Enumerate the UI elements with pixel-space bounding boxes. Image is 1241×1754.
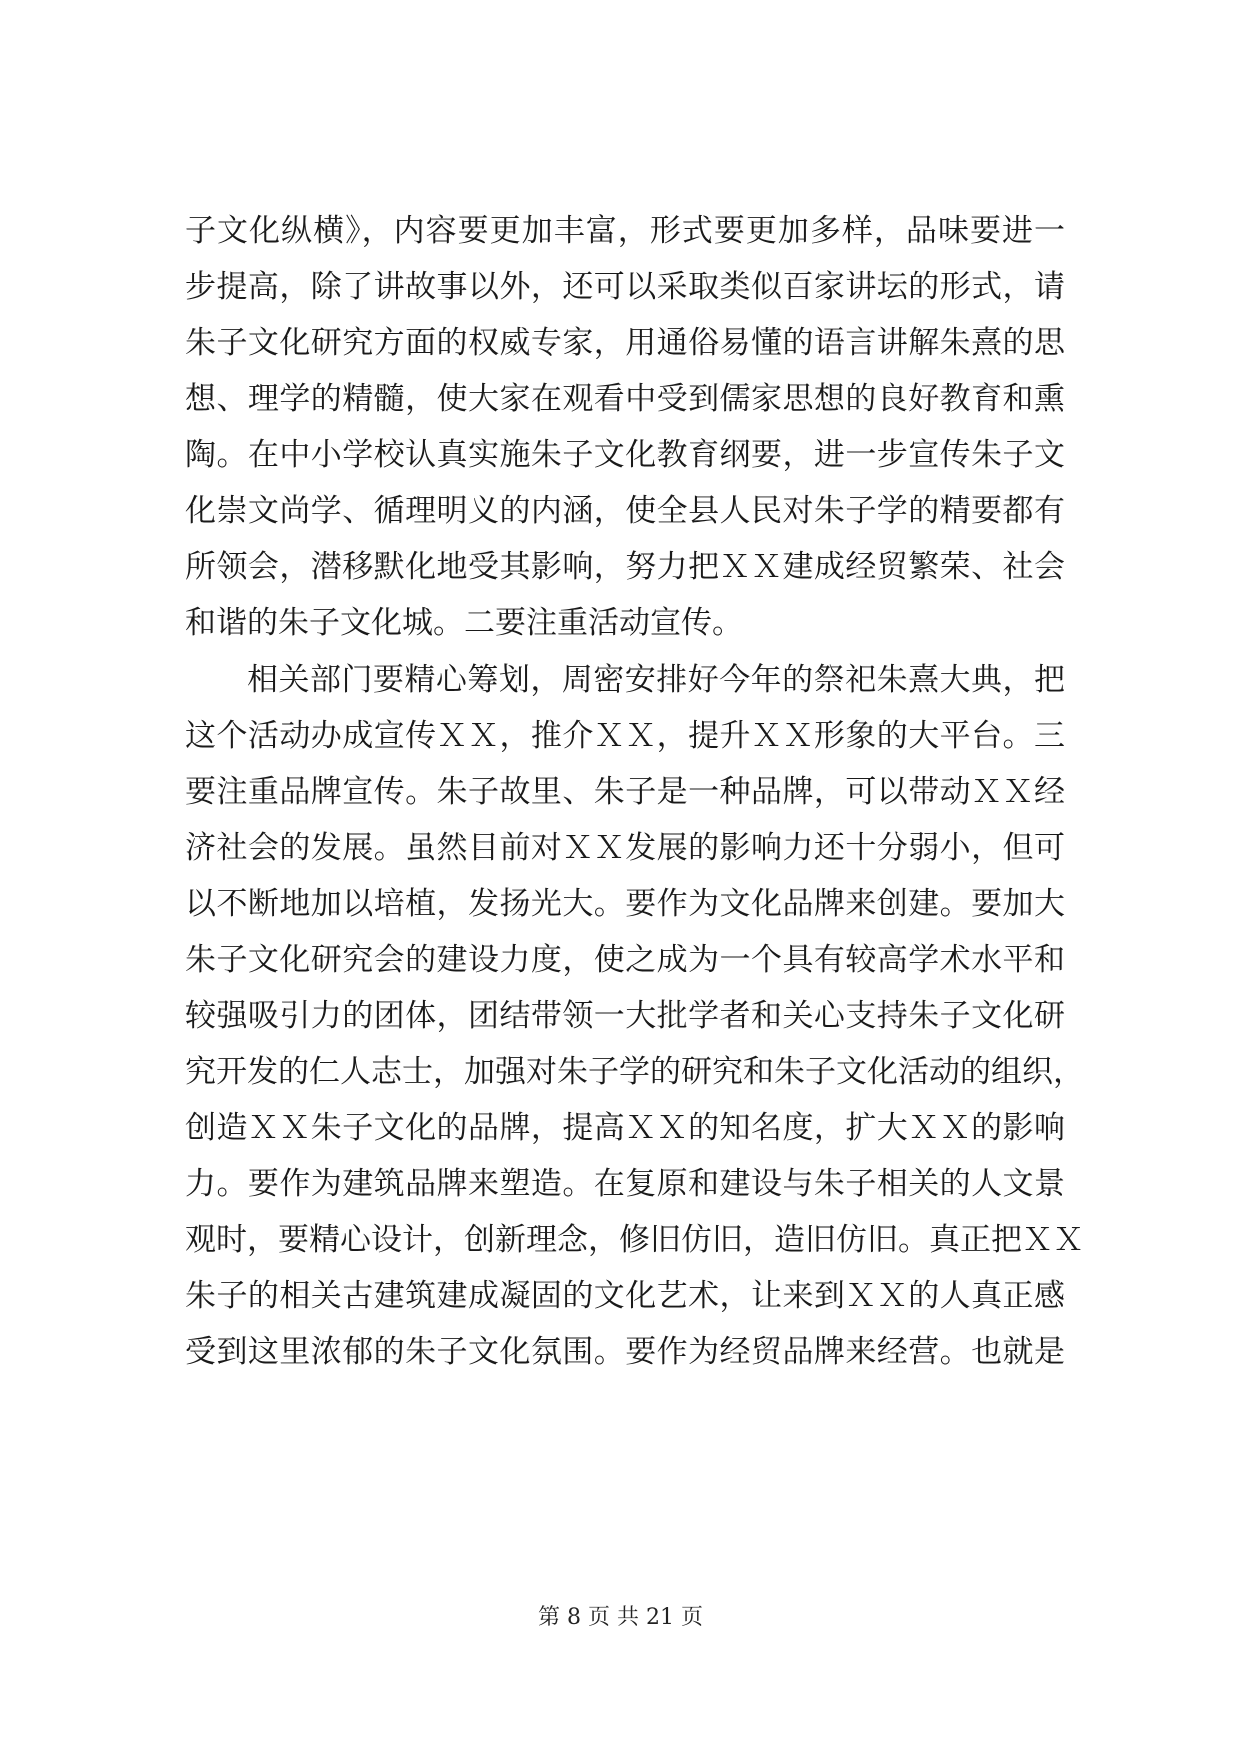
text-line: 所领会，潜移默化地受其影响，努力把ＸＸ建成经贸繁荣、社会 (185, 549, 1065, 585)
text-line: 观时，要精心设计，创新理念，修旧仿旧，造旧仿旧。真正把ＸＸ (185, 1222, 1084, 1258)
text-line: 想、理学的精髓，使大家在观看中受到儒家思想的良好教育和熏 (185, 381, 1065, 417)
paragraph-first-line: 相关部门要精心筹划，周密安排好今年的祭祀朱熹大典，把 (247, 662, 1065, 698)
page-number-footer: 第 8 页 共 21 页 (538, 1605, 703, 1630)
text-line: 朱子文化研究方面的权威专家，用通俗易懂的语言讲解朱熹的思 (185, 325, 1065, 361)
text-line: 和谐的朱子文化城。二要注重活动宣传。 (185, 605, 743, 641)
text-line: 化崇文尚学、循理明义的内涵，使全县人民对朱子学的精要都有 (185, 493, 1065, 529)
text-line: 力。要作为建筑品牌来塑造。在复原和建设与朱子相关的人文景 (185, 1166, 1065, 1202)
text-line: 济社会的发展。虽然目前对ＸＸ发展的影响力还十分弱小，但可 (185, 830, 1065, 866)
text-line: 子文化纵横》，内容要更加丰富，形式要更加多样，品味要进一 (185, 213, 1065, 249)
text-line: 以不断地加以培植，发扬光大。要作为文化品牌来创建。要加大 (185, 886, 1065, 922)
text-line: 究开发的仁人志士，加强对朱子学的研究和朱子文化活动的组织， (185, 1054, 1084, 1090)
text-line: 朱子文化研究会的建设力度，使之成为一个具有较高学术水平和 (185, 942, 1065, 978)
text-line: 步提高，除了讲故事以外，还可以采取类似百家讲坛的形式，请 (185, 269, 1065, 305)
text-line: 这个活动办成宣传ＸＸ，推介ＸＸ，提升ＸＸ形象的大平台。三 (185, 718, 1065, 754)
text-line: 要注重品牌宣传。朱子故里、朱子是一种品牌，可以带动ＸＸ经 (185, 774, 1065, 810)
text-line: 创造ＸＸ朱子文化的品牌，提高ＸＸ的知名度，扩大ＸＸ的影响 (185, 1110, 1065, 1146)
text-line: 陶。在中小学校认真实施朱子文化教育纲要，进一步宣传朱子文 (185, 437, 1065, 473)
text-line: 受到这里浓郁的朱子文化氛围。要作为经贸品牌来经营。也就是 (185, 1334, 1065, 1370)
text-line: 较强吸引力的团体，团结带领一大批学者和关心支持朱子文化研 (185, 998, 1065, 1034)
text-line: 朱子的相关古建筑建成凝固的文化艺术，让来到ＸＸ的人真正感 (185, 1278, 1065, 1314)
